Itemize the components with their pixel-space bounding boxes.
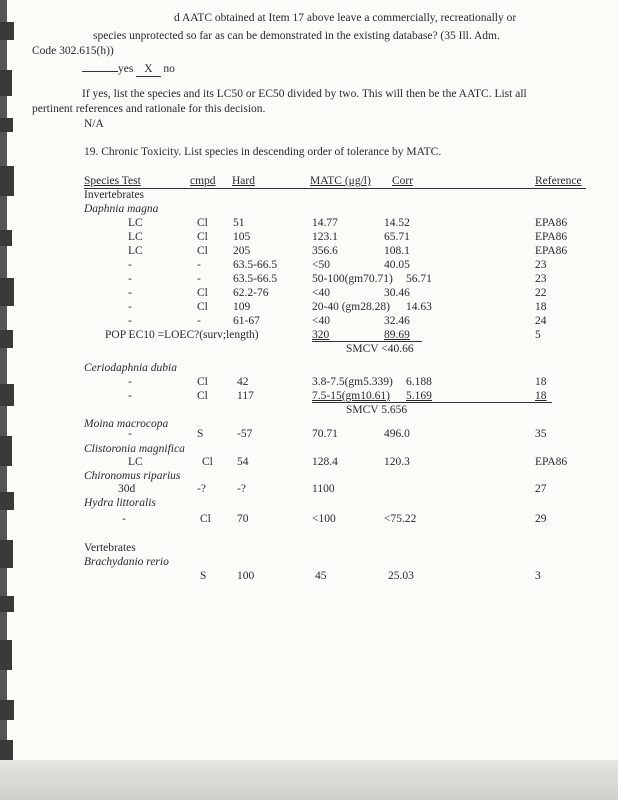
intro-line-2: species unprotected so far as can be demonstrated in the existing database? (35 Ill. Adm. <box>93 30 500 42</box>
header-cmpd: cmpd <box>190 175 216 187</box>
cell-ref: EPA86 <box>535 231 568 243</box>
cell-test: - <box>128 376 132 388</box>
cell-test: - <box>122 513 126 525</box>
cell-matc: <40 <box>312 315 330 327</box>
cell-cmpd: - <box>197 259 201 271</box>
cell-corr: 30.46 <box>384 287 410 299</box>
cell-hard: 51 <box>233 217 245 229</box>
cell-cmpd: -? <box>197 483 206 495</box>
cell-test: - <box>128 390 132 402</box>
species-daphnia-magna: Daphnia magna <box>84 203 159 215</box>
cell-test: LC <box>128 245 143 257</box>
cell-matc: 356.6 <box>312 245 338 257</box>
intro-line-3: Code 302.615(h)) <box>32 45 114 57</box>
cell-ref: EPA86 <box>535 245 568 257</box>
header-reference: Reference <box>535 175 582 187</box>
pop-rule <box>312 341 422 342</box>
cell-corr: 40.05 <box>384 259 410 271</box>
cell-test: - <box>128 301 132 313</box>
cell-cmpd: S <box>200 570 207 582</box>
cell-hard: 109 <box>233 301 251 313</box>
cell-hard: -? <box>237 483 246 495</box>
cell-ref: 23 <box>535 273 547 285</box>
cell-cmpd: Cl <box>200 513 211 525</box>
cell-test: - <box>128 315 132 327</box>
cell-ref: 23 <box>535 259 547 271</box>
cell-hard: 100 <box>237 570 255 582</box>
header-species-test: Species Test <box>84 175 141 187</box>
cell-corr: 5.169 <box>406 390 432 402</box>
cell-matc: <100 <box>312 513 336 525</box>
ceriodaphnia-rule <box>312 402 552 403</box>
species-clistoronia-magnifica: Clistoronia magnifica <box>84 443 185 455</box>
header-corr: Corr <box>392 175 414 187</box>
cell-matc: <40 <box>312 287 330 299</box>
cell-test: LC <box>128 456 143 468</box>
cell-matc: <50 <box>312 259 330 271</box>
cell-corr: <75.22 <box>384 513 417 525</box>
cell-matc: 128.4 <box>312 456 338 468</box>
species-chironomus-riparius: Chironomus riparius <box>84 470 181 482</box>
cell-hard: 105 <box>233 231 251 243</box>
answer-line <box>82 61 175 77</box>
cell-matc: 3.8-7.5(gm5.339) <box>312 376 393 388</box>
cell-test: - <box>128 287 132 299</box>
header-rule <box>84 188 586 189</box>
cell-matc: 50-100(gm70.71) <box>312 273 393 285</box>
cell-ref: 35 <box>535 428 547 440</box>
cell-cmpd: - <box>197 315 201 327</box>
cell-ref: 18 <box>535 376 547 388</box>
cell-test: LC <box>128 231 143 243</box>
cell-hard: 61-67 <box>233 315 260 327</box>
cell-corr: 14.52 <box>384 217 410 229</box>
cell-matc: 1100 <box>312 483 335 495</box>
cell-corr: 25.03 <box>388 570 414 582</box>
if-yes-line-2: pertinent references and rationale for this decision. <box>32 103 266 115</box>
cell-cmpd: - <box>197 273 201 285</box>
pop-matc: 320 <box>312 329 330 341</box>
header-matc: MATC (μg/l) <box>310 175 371 187</box>
daphnia-smcv: SMCV <40.66 <box>346 343 414 355</box>
cell-matc: 14.77 <box>312 217 338 229</box>
intro-line-1: d AATC obtained at Item 17 above leave a commercially, recreationally or <box>174 12 517 24</box>
cell-matc: 20-40 (gm28.28) <box>312 301 390 313</box>
cell-ref: 3 <box>535 570 541 582</box>
cell-cmpd: Cl <box>202 456 213 468</box>
cell-ref: 18 <box>535 390 547 402</box>
cell-ref: 24 <box>535 315 547 327</box>
cell-test: LC <box>128 217 143 229</box>
cell-corr: 120.3 <box>384 456 410 468</box>
cell-matc: 70.71 <box>312 428 338 440</box>
cell-hard: 54 <box>237 456 249 468</box>
cell-corr: 14.63 <box>406 301 432 313</box>
pop-ref: 5 <box>535 329 541 341</box>
pop-label: POP EC10 =LOEC?(surv;length) <box>105 329 259 341</box>
scan-bottom-shadow <box>0 760 618 800</box>
cell-cmpd: Cl <box>197 390 208 402</box>
cell-corr: 56.71 <box>406 273 432 285</box>
pop-corr: 89.69 <box>384 329 410 341</box>
if-yes-value: N/A <box>84 118 104 130</box>
cell-hard: 117 <box>237 390 254 402</box>
species-moina-macrocopa: Moina macrocopa <box>84 418 169 430</box>
cell-cmpd: Cl <box>197 231 208 243</box>
species-brachydanio-rerio: Brachydanio rerio <box>84 556 169 568</box>
cell-cmpd: Cl <box>197 217 208 229</box>
cell-corr: 32.46 <box>384 315 410 327</box>
cell-cmpd: Cl <box>197 301 208 313</box>
cell-ref: 29 <box>535 513 547 525</box>
cell-hard: 42 <box>237 376 249 388</box>
cell-ref: EPA86 <box>535 456 568 468</box>
cell-cmpd: Cl <box>197 376 208 388</box>
cell-matc: 7.5-15(gm10.61) <box>312 390 390 402</box>
invertebrates-label: Invertebrates <box>84 189 145 201</box>
cell-corr: 496.0 <box>384 428 410 440</box>
vertebrates-label: Vertebrates <box>84 542 136 554</box>
cell-test: - <box>128 428 132 440</box>
cell-cmpd: Cl <box>197 287 208 299</box>
answer-yes: yes <box>118 63 134 75</box>
cell-corr: 108.1 <box>384 245 410 257</box>
cell-hard: 70 <box>237 513 249 525</box>
ceriodaphnia-smcv: SMCV 5.656 <box>346 404 408 416</box>
header-hard: Hard <box>232 175 255 187</box>
cell-corr: 65.71 <box>384 231 410 243</box>
answer-mark: X <box>136 63 160 77</box>
cell-cmpd: S <box>197 428 204 440</box>
cell-ref: 22 <box>535 287 547 299</box>
species-hydra-littoralis: Hydra littoralis <box>84 497 156 509</box>
cell-hard: -57 <box>237 428 253 440</box>
cell-ref: EPA86 <box>535 217 568 229</box>
if-yes-line-1: If yes, list the species and its LC50 or EC50 divided by two. This will then be the AATC. List all <box>82 88 527 100</box>
binding-edge <box>0 0 16 770</box>
cell-matc: 45 <box>315 570 327 582</box>
cell-test: - <box>128 259 132 271</box>
cell-matc: 123.1 <box>312 231 338 243</box>
cell-cmpd: Cl <box>197 245 208 257</box>
cell-hard: 62.2-76 <box>233 287 269 299</box>
species-ceriodaphnia-dubia: Ceriodaphnia dubia <box>84 362 177 374</box>
cell-ref: 18 <box>535 301 547 313</box>
cell-hard: 63.5-66.5 <box>233 259 278 271</box>
cell-hard: 63.5-66.5 <box>233 273 278 285</box>
cell-test: 30d <box>118 483 136 495</box>
section-heading: 19. Chronic Toxicity. List species in descending order of tolerance by MATC. <box>84 146 442 158</box>
answer-no: no <box>163 63 175 75</box>
cell-test: - <box>128 273 132 285</box>
cell-corr: 6.188 <box>406 376 432 388</box>
cell-hard: 205 <box>233 245 251 257</box>
cell-ref: 27 <box>535 483 547 495</box>
